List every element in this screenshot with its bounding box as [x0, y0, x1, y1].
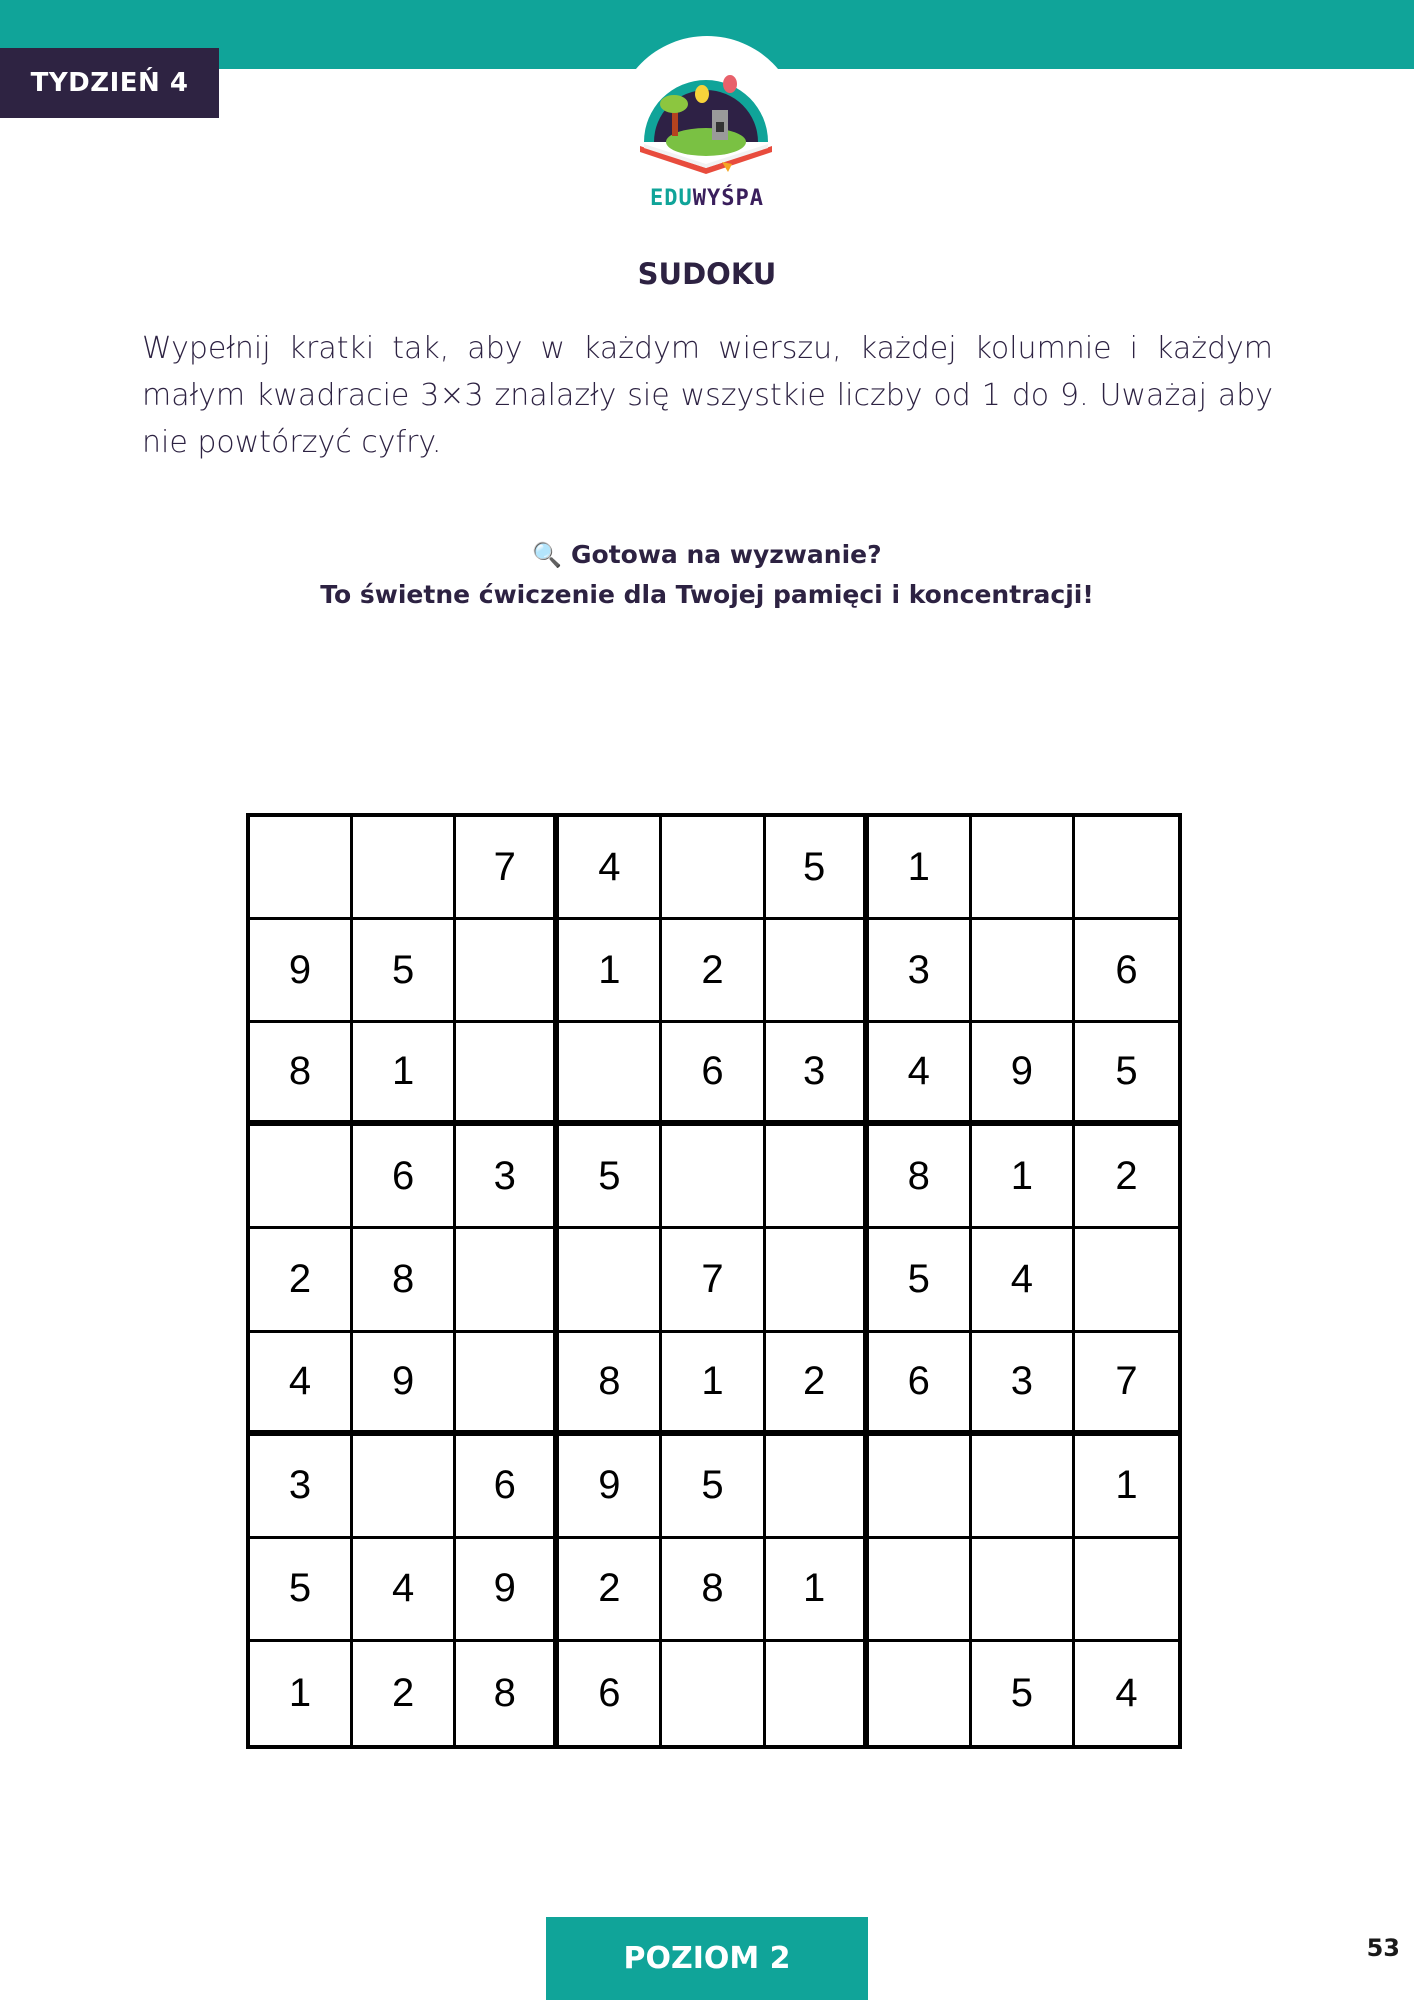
sudoku-cell-given: 6: [456, 1436, 559, 1539]
sudoku-cell-given: 5: [559, 1126, 662, 1229]
sudoku-cell-empty[interactable]: [766, 1436, 869, 1539]
sudoku-cell-empty[interactable]: [250, 817, 353, 920]
sudoku-cell-empty[interactable]: [353, 1436, 456, 1539]
sudoku-cell-empty[interactable]: [869, 1436, 972, 1539]
sudoku-cell-given: 7: [1075, 1333, 1178, 1436]
sudoku-cell-empty[interactable]: [766, 1126, 869, 1229]
sudoku-cell-given: 7: [456, 817, 559, 920]
sudoku-cell-given: 5: [766, 817, 869, 920]
sudoku-cell-empty[interactable]: [456, 1023, 559, 1126]
sudoku-cell-empty[interactable]: [972, 1539, 1075, 1642]
sudoku-cell-empty[interactable]: [1075, 1229, 1178, 1332]
sudoku-cell-empty[interactable]: [972, 920, 1075, 1023]
sudoku-cell-given: 9: [456, 1539, 559, 1642]
sudoku-cell-given: 1: [869, 817, 972, 920]
sudoku-grid: [246, 813, 1182, 1749]
sudoku-cell-given: 5: [662, 1436, 765, 1539]
sudoku-cell-given: 9: [559, 1436, 662, 1539]
sudoku-cell-empty[interactable]: [662, 817, 765, 920]
challenge-text: [0, 535, 1414, 615]
sudoku-cell-given: 6: [353, 1126, 456, 1229]
sudoku-cell-given: 6: [559, 1642, 662, 1745]
sudoku-cell-empty[interactable]: [972, 1436, 1075, 1539]
brand-prefix: EDU: [650, 186, 693, 211]
sudoku-cell-given: 5: [869, 1229, 972, 1332]
sudoku-cell-empty[interactable]: [250, 1126, 353, 1229]
sudoku-cell-empty[interactable]: [766, 920, 869, 1023]
sudoku-cell-given: 1: [250, 1642, 353, 1745]
sudoku-cell-empty[interactable]: [869, 1539, 972, 1642]
sudoku-cell-given: 3: [869, 920, 972, 1023]
sudoku-cell-empty[interactable]: [353, 817, 456, 920]
sudoku-cell-given: 4: [559, 817, 662, 920]
sudoku-cell-given: 1: [766, 1539, 869, 1642]
sudoku-cell-given: 7: [662, 1229, 765, 1332]
sudoku-cell-given: 8: [869, 1126, 972, 1229]
sudoku-cell-given: 9: [972, 1023, 1075, 1126]
eduwyspa-logo-icon: [636, 70, 776, 180]
sudoku-cell-given: 3: [972, 1333, 1075, 1436]
sudoku-cell-given: 4: [869, 1023, 972, 1126]
sudoku-cell-empty[interactable]: [559, 1229, 662, 1332]
sudoku-cell-empty[interactable]: [972, 817, 1075, 920]
sudoku-cell-given: 3: [456, 1126, 559, 1229]
sudoku-cell-given: 4: [972, 1229, 1075, 1332]
sudoku-cell-given: 9: [250, 920, 353, 1023]
brand-suffix: WYŚPA: [692, 186, 764, 211]
sudoku-cell-given: 2: [559, 1539, 662, 1642]
sudoku-cell-empty[interactable]: [766, 1642, 869, 1745]
sudoku-cell-given: 4: [1115, 1670, 1138, 1715]
sudoku-cell-given: 6: [869, 1333, 972, 1436]
challenge-line-2: To świetne ćwiczenie dla Twojej pamięci i koncentracji!: [320, 580, 1094, 609]
level-label: POZIOM 2: [623, 1941, 791, 1976]
challenge-question: Gotowa na wyzwanie?: [571, 540, 882, 569]
sudoku-cell-given: 5: [250, 1539, 353, 1642]
logo-tower-door: [716, 122, 724, 132]
sudoku-cell-given: 8: [559, 1333, 662, 1436]
sudoku-cell-empty[interactable]: [456, 1333, 559, 1436]
sudoku-cell-given: 6: [1075, 920, 1178, 1023]
sudoku-cell-empty[interactable]: [456, 920, 559, 1023]
sudoku-cell-empty[interactable]: [869, 1642, 972, 1745]
sudoku-cell-given: 8: [456, 1642, 559, 1745]
week-label: TYDZIEŃ 4: [30, 68, 189, 98]
instructions-text: Wypełnij kratki tak, aby w każdym wierszu, każdej kolumnie i każdym małym kwadracie 3×3 znalazły się wszystkie liczby od 1 do 9. Uważaj aby nie powtórzyć cyfry.: [142, 331, 1273, 460]
sudoku-cell-given: 2: [250, 1229, 353, 1332]
sudoku-cell-given: 4: [353, 1539, 456, 1642]
logo-tree-crown: [660, 95, 688, 113]
sudoku-cell-given: 2: [662, 920, 765, 1023]
brand-name: [620, 186, 794, 211]
magnifier-icon: 🔍: [532, 541, 563, 569]
logo-balloon-yellow: [695, 85, 709, 103]
sudoku-cell-given: 1: [559, 920, 662, 1023]
sudoku-cell-given: 2: [353, 1642, 456, 1745]
sudoku-cell-given: 2: [766, 1333, 869, 1436]
sudoku-cell-given: 3: [766, 1023, 869, 1126]
sudoku-cell-given: 8: [662, 1539, 765, 1642]
sudoku-cell-given: 1: [1075, 1436, 1178, 1539]
page-number: 53: [1366, 1934, 1400, 1962]
sudoku-cell-given: 5: [972, 1642, 1075, 1745]
sudoku-cell-given: 9: [353, 1333, 456, 1436]
sudoku-cell-given: 5: [1075, 1023, 1178, 1126]
sudoku-cell-empty[interactable]: [559, 1023, 662, 1126]
sudoku-cell-empty[interactable]: [662, 1642, 765, 1745]
sudoku-cell-given: 1: [353, 1023, 456, 1126]
sudoku-cell-given: 6: [662, 1023, 765, 1126]
week-badge: [0, 48, 219, 118]
sudoku-cell-given: 5: [353, 920, 456, 1023]
sudoku-cell-empty[interactable]: [456, 1229, 559, 1332]
sudoku-cell-given: 8: [353, 1229, 456, 1332]
level-badge: [546, 1917, 868, 2000]
sudoku-cell-empty[interactable]: [1075, 817, 1178, 920]
page-title: SUDOKU: [637, 257, 777, 291]
logo-balloon-red: [723, 75, 737, 93]
sudoku-cell-given: 1: [972, 1126, 1075, 1229]
challenge-line-1: [0, 535, 1414, 575]
sudoku-cell-given: 4: [250, 1333, 353, 1436]
sudoku-cell-empty[interactable]: [1075, 1539, 1178, 1642]
sudoku-cell-empty[interactable]: [766, 1229, 869, 1332]
sudoku-cell-given: 1: [662, 1333, 765, 1436]
sudoku-cell-empty[interactable]: [662, 1126, 765, 1229]
sudoku-cell-given: 3: [250, 1436, 353, 1539]
sudoku-cell-given: 8: [250, 1023, 353, 1126]
sudoku-cell-given: 2: [1075, 1126, 1178, 1229]
